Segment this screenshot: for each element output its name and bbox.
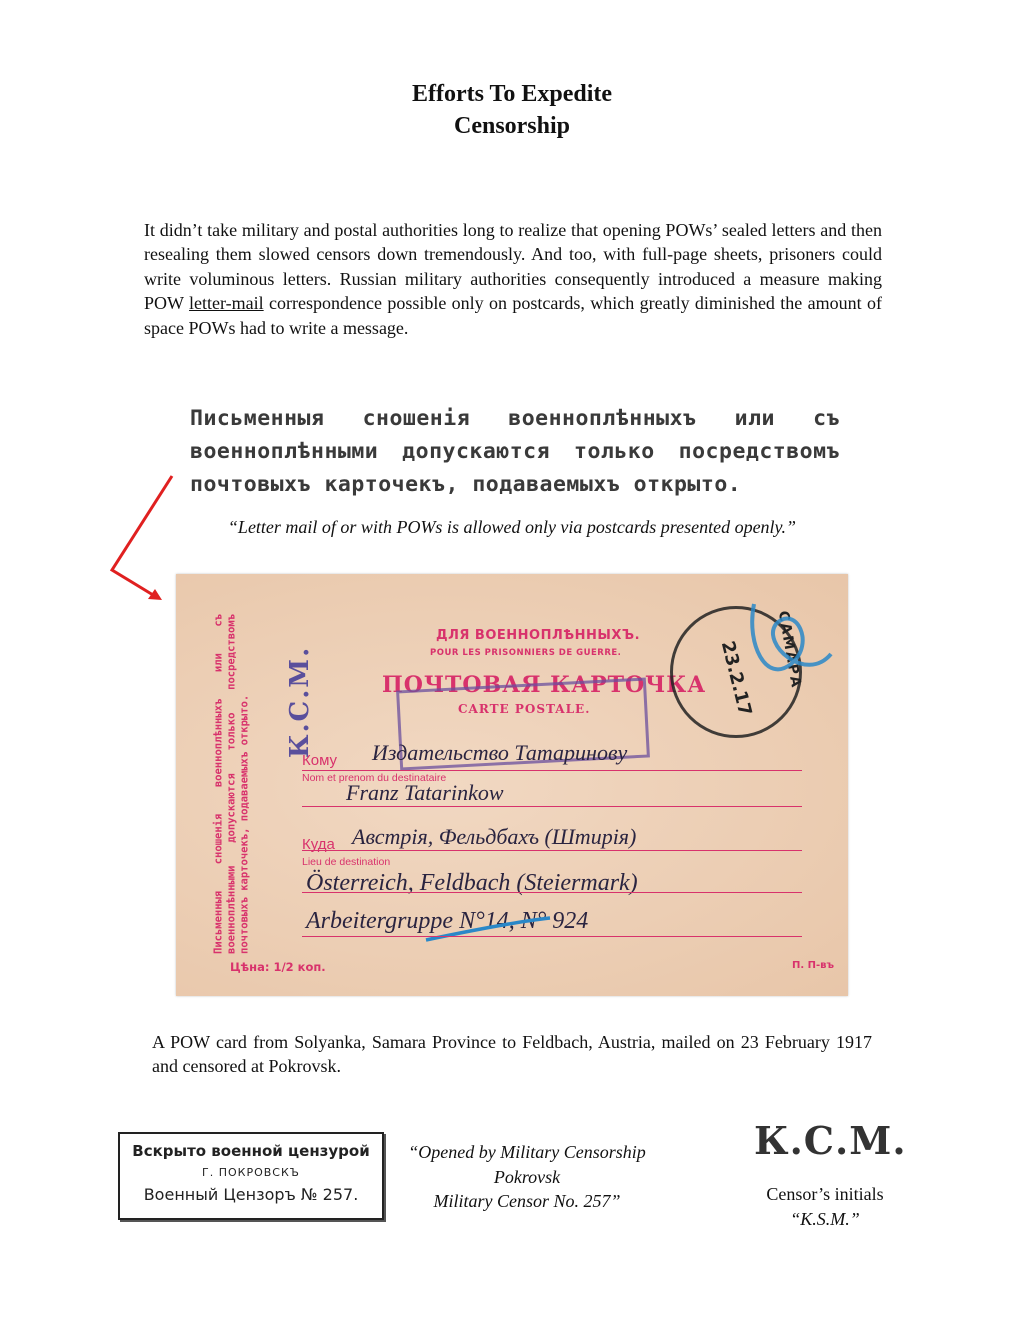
intro-paragraph <box>144 218 882 340</box>
blue-strike-line-icon <box>424 914 554 944</box>
postmark-place: САМАРА <box>774 609 805 691</box>
postcard-header-fr: POUR LES PRISONNIERS DE GUERRE. <box>430 648 622 658</box>
address-line-1 <box>302 770 802 771</box>
field-label-where-fr: Lieu de destination <box>302 856 391 868</box>
postcard-vertical-notice: Письменныя сношенія военноплѣнныхъ или съ военноплѣнными допускаются только посредствомъ почтовыхъ карточекъ, подаваемыхъ открыто. <box>212 614 251 954</box>
postcard-title-ru: ПОЧТОВАЯ КАРТОЧКА <box>382 672 707 698</box>
intro-text-1: It didn’t take military and postal authorities long to realize that opening POWs’ sealed letters and then resealing them slowed censors down tremendously. And too, with full-page sheets, prisoners could write voluminous letters. Russian military authorities consequently introduced a measure making POW <box>144 220 882 314</box>
initials-caption-line-1: Censor’s initials <box>766 1184 884 1204</box>
title-line-2: Censorship <box>453 113 571 139</box>
russian-regulation-notice: Письменныя сношенія военноплѣнныхъ или съ военноплѣнными допускаются только посредствомъ почтовыхъ карточекъ, подаваемыхъ открыто. <box>190 406 840 497</box>
handwritten-addressee-1: Издательство Татаринову <box>372 740 628 765</box>
page-title <box>0 78 1024 142</box>
handwritten-address-1: Австрія, Фельдбахъ (Штирія) <box>352 824 637 849</box>
blue-pencil-mark-icon <box>736 584 846 704</box>
field-label-to: Кому <box>302 752 338 769</box>
censor-stamp-line-3: Военный Цензоръ № 257. <box>143 1185 359 1204</box>
postcard-printer-mark: П. П-въ <box>792 960 835 971</box>
postmark-date: 23.2.17 <box>716 638 756 719</box>
postcard-caption: A POW card from Solyanka, Samara Province to Feldbach, Austria, mailed on 23 February 1917 and censored at Pokrovsk. <box>152 1032 872 1077</box>
address-line-5 <box>302 936 802 937</box>
censor-initials-mark: К.С.М. <box>754 1118 907 1163</box>
pow-postcard <box>176 574 848 996</box>
field-label-to-fr: Nom et prenom du destinataire <box>302 772 447 784</box>
censor-initials-caption <box>740 1182 910 1231</box>
title-line-1: Efforts To Expedite <box>411 81 612 107</box>
censor-stamp-translation <box>386 1140 668 1214</box>
handwritten-address-2: Österreich, Feldbach (Steiermark) <box>306 870 638 896</box>
address-line-3 <box>302 850 802 851</box>
notice-translation: “Letter mail of or with POWs is allowed only via postcards presented openly.” <box>227 517 797 537</box>
censor-stamp-box <box>118 1132 384 1220</box>
censor-stamp-line-1: Вскрыто военной цензурой <box>132 1142 370 1160</box>
red-arrow-icon <box>100 470 180 610</box>
handwritten-addressee-2: Franz Tatarinkow <box>346 780 504 805</box>
postcard-censor-initials: К.С.М. <box>285 645 315 759</box>
censor-translation-line-3: Military Censor No. 257” <box>433 1191 621 1212</box>
censor-translation-line-1: “Opened by Military Censorship <box>408 1142 646 1162</box>
intro-underlined-term: letter-mail <box>189 293 264 314</box>
censor-translation-line-2: Pokrovsk <box>493 1166 561 1187</box>
postcard-title-fr: CARTE POSTALE. <box>458 702 591 716</box>
field-label-where: Куда <box>302 836 335 853</box>
intro-text-2: correspondence possible only on postcards, which greatly diminished the amount of space POWs had to write a message. <box>144 293 882 338</box>
postcard-price: Цѣна: 1/2 коп. <box>230 960 326 974</box>
censor-stamp-line-2: Г. ПОКРОВСКЪ <box>202 1166 300 1179</box>
handwritten-address-3: Arbeitergruppe N°14, N° 924 <box>306 908 589 934</box>
postcard-header-ru: ДЛЯ ВОЕННОПЛѢННЫХЪ. <box>436 628 641 643</box>
initials-caption-line-2: “K.S.M.” <box>790 1208 860 1229</box>
address-line-4 <box>302 892 802 893</box>
address-line-2 <box>302 806 802 807</box>
